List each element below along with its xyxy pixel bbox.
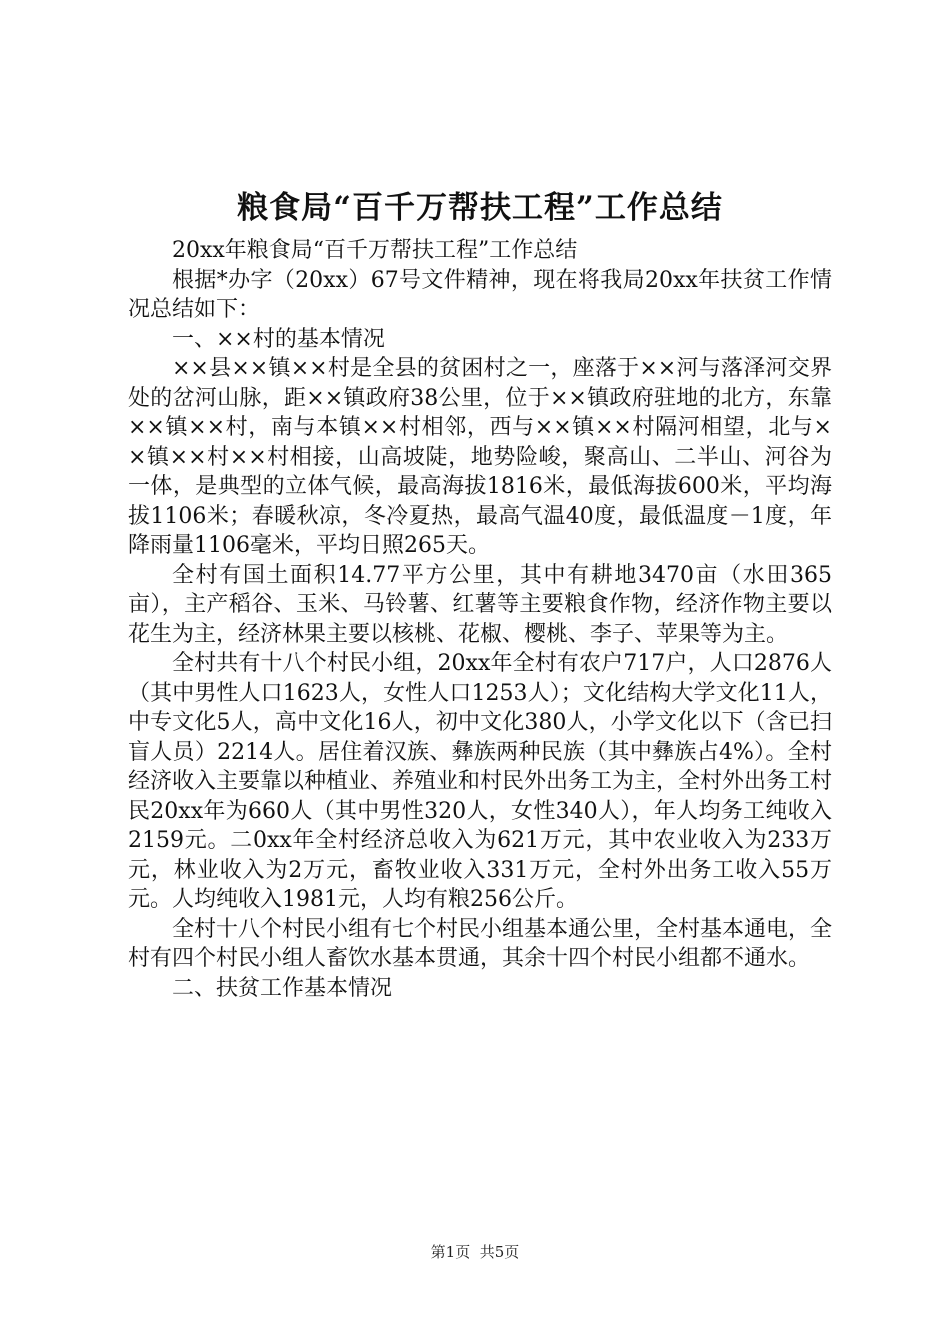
paragraph-land-area: 全村有国土面积14.77平方公里，其中有耕地3470亩（水田365亩），主产稻谷、玉米、马铃薯、红薯等主要粮食作物，经济作物主要以花生为主，经济林果主要以核桃、花椒、樱桃、李子、苹果等为主。 bbox=[128, 562, 832, 647]
section-heading-2: 二、扶贫工作基本情况 bbox=[172, 975, 393, 1001]
paragraph-subtitle: 20xx年粮食局“百千万帮扶工程”工作总结 bbox=[172, 238, 578, 263]
page-footer bbox=[0, 1240, 950, 1264]
paragraph-intro: 根据*办字（20xx）67号文件精神，现在将我局20xx年扶贫工作情况总结如下： bbox=[128, 267, 832, 322]
document-page bbox=[128, 180, 832, 1003]
paragraph-village-location: ××县××镇××村是全县的贫困村之一，座落于××河与落泽河交界处的岔河山脉，距××镇政府38公里，位于××镇政府驻地的北方，东靠××镇××村，南与本镇××村相邻，西与××镇××村隔河相望，北与××镇××村××村相接，山高坡陡，地势险峻，聚高山、二半山、河谷为一体，是典型的立体气候，最高海拔1816米，最低海拔600米，平均海拔1106米；春暖秋凉，冬冷夏热，最高气温40度，最低温度－1度，年降雨量1106毫米，平均日照265天。 bbox=[128, 356, 832, 558]
page-total: 共5页 bbox=[479, 1243, 520, 1261]
document-title: 粮食局“百千万帮扶工程”工作总结 bbox=[237, 190, 723, 226]
paragraph-infrastructure: 全村十八个村民小组有七个村民小组基本通公里，全村基本通电，全村有四个村民小组人畜饮水基本贯通，其余十四个村民小组都不通水。 bbox=[128, 916, 833, 971]
paragraph-population: 全村共有十八个村民小组，20xx年全村有农户717户，人口2876人（其中男性人口1623人，女性人口1253人）；文化结构大学文化11人，中专文化5人，高中文化16人，初中文化380人，小学文化以下（含已扫盲人员）2214人。居住着汉族、彝族两种民族（其中彝族占4%）。全村经济收入主要靠以种植业、养殖业和村民外出务工为主，全村外出务工村民20xx年为660人（其中男性320人，女性340人），年人均务工纯收入2159元。二0xx年全村经济总收入为621万元，其中农业收入为233万元，林业收入为2万元，畜牧业收入331万元，全村外出务工收入55万元。人均纯收入1981元，人均有粮256公斤。 bbox=[128, 651, 833, 912]
section-heading-1: 一、××村的基本情况 bbox=[172, 326, 385, 352]
page-number: 第1页 bbox=[430, 1243, 471, 1261]
